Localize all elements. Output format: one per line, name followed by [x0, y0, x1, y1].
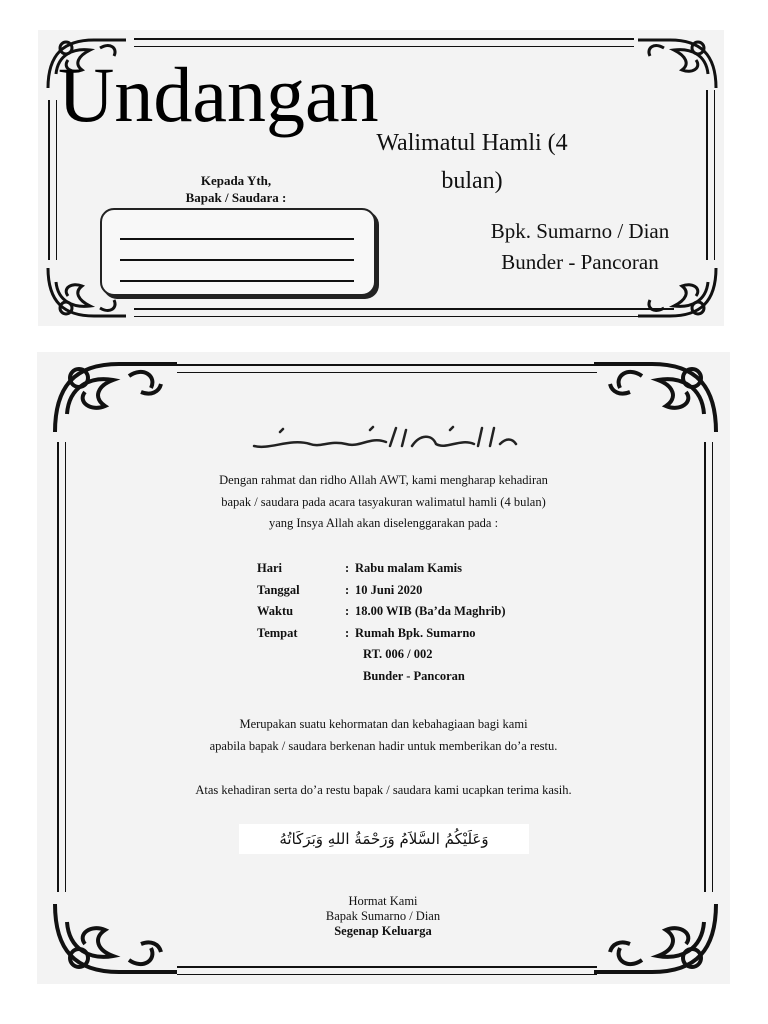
address-line [120, 238, 354, 240]
honor-line: Merupakan suatu kehormatan dan kebahagiaan bagi kami [239, 717, 528, 731]
intro-line: Dengan rahmat dan ridho Allah AWT, kami mengharap kehadiran [219, 473, 548, 487]
top-border [134, 38, 634, 47]
left-border [57, 442, 66, 892]
envelope-card [38, 30, 724, 326]
sign-greeting: Hormat Kami [348, 894, 418, 908]
detail-label: Hari [257, 561, 282, 575]
salam-calligraphy-icon [250, 422, 522, 461]
ornament-corner-icon [592, 356, 722, 436]
address-continuation [257, 644, 505, 687]
ornament-corner-icon [592, 900, 722, 980]
host-location: Bunder - Pancoran [501, 250, 659, 274]
right-border [704, 442, 713, 892]
detail-value: 18.00 WIB (Ba’da Maghrib) [355, 604, 506, 618]
intro-paragraph [97, 470, 670, 535]
intro-line: bapak / saudara pada acara tasyakuran walimatul hamli (4 bulan) [221, 494, 546, 509]
detail-separator: : [345, 561, 350, 575]
address-line [120, 259, 354, 261]
address-line-text: Bunder - Pancoran [363, 668, 465, 683]
closing-salam-text: وَعَلَيْكُمُ السَّلاَمُ وَرَحْمَةُ اللهِ وَبَرَكَاتُهُ [279, 830, 489, 848]
address-line-text: RT. 006 / 002 [363, 647, 433, 661]
host-info [462, 216, 698, 278]
ornament-corner-icon [49, 356, 179, 436]
detail-value: Rabu malam Kamis [355, 561, 462, 575]
recipient-address-box [100, 208, 376, 296]
detail-separator: : [345, 604, 350, 618]
invitation-title: Undangan [58, 51, 379, 138]
signature-block [233, 894, 533, 939]
honor-paragraph [97, 714, 670, 757]
sign-names: Bapak Sumarno / Dian [325, 909, 441, 923]
event-subtitle [342, 124, 602, 200]
ornament-corner-icon [636, 34, 720, 92]
address-line [120, 280, 354, 282]
recipient-label [156, 172, 316, 206]
recipient-label-line: Kepada Yth, [200, 173, 272, 188]
bottom-border [177, 966, 597, 975]
top-border [177, 364, 597, 373]
detail-separator: : [345, 582, 350, 597]
honor-line: apabila bapak / saudara berkenan hadir untuk memberikan do’a restu. [209, 738, 558, 753]
detail-row-day [257, 558, 505, 580]
event-details [257, 558, 505, 687]
thanks-paragraph: Atas kehadiran serta do’a restu bapak / saudara kami ucapkan terima kasih. [195, 783, 572, 797]
recipient-label-line: Bapak / Saudara : [185, 190, 287, 205]
detail-separator: : [345, 625, 350, 640]
detail-label: Tanggal [257, 582, 300, 597]
intro-line: yang Insya Allah akan diselenggarakan pada : [268, 516, 499, 530]
detail-row-time [257, 601, 505, 623]
detail-label: Tempat [257, 625, 298, 640]
subtitle-line: Walimatul Hamli (4 [376, 130, 568, 156]
detail-row-place [257, 623, 505, 645]
subtitle-line: bulan) [441, 168, 503, 194]
detail-value: Rumah Bpk. Sumarno [355, 625, 476, 640]
detail-value: 10 Juni 2020 [355, 582, 423, 597]
detail-label: Waktu [257, 604, 294, 618]
ornament-corner-icon [49, 900, 179, 980]
bottom-border [134, 308, 674, 317]
right-border [706, 90, 715, 260]
letter-card [37, 352, 730, 984]
detail-row-date [257, 580, 505, 602]
sign-family: Segenap Keluarga [334, 924, 432, 938]
host-name: Bpk. Sumarno / Dian [490, 219, 670, 243]
closing-salam [239, 824, 529, 854]
left-border [48, 100, 57, 260]
